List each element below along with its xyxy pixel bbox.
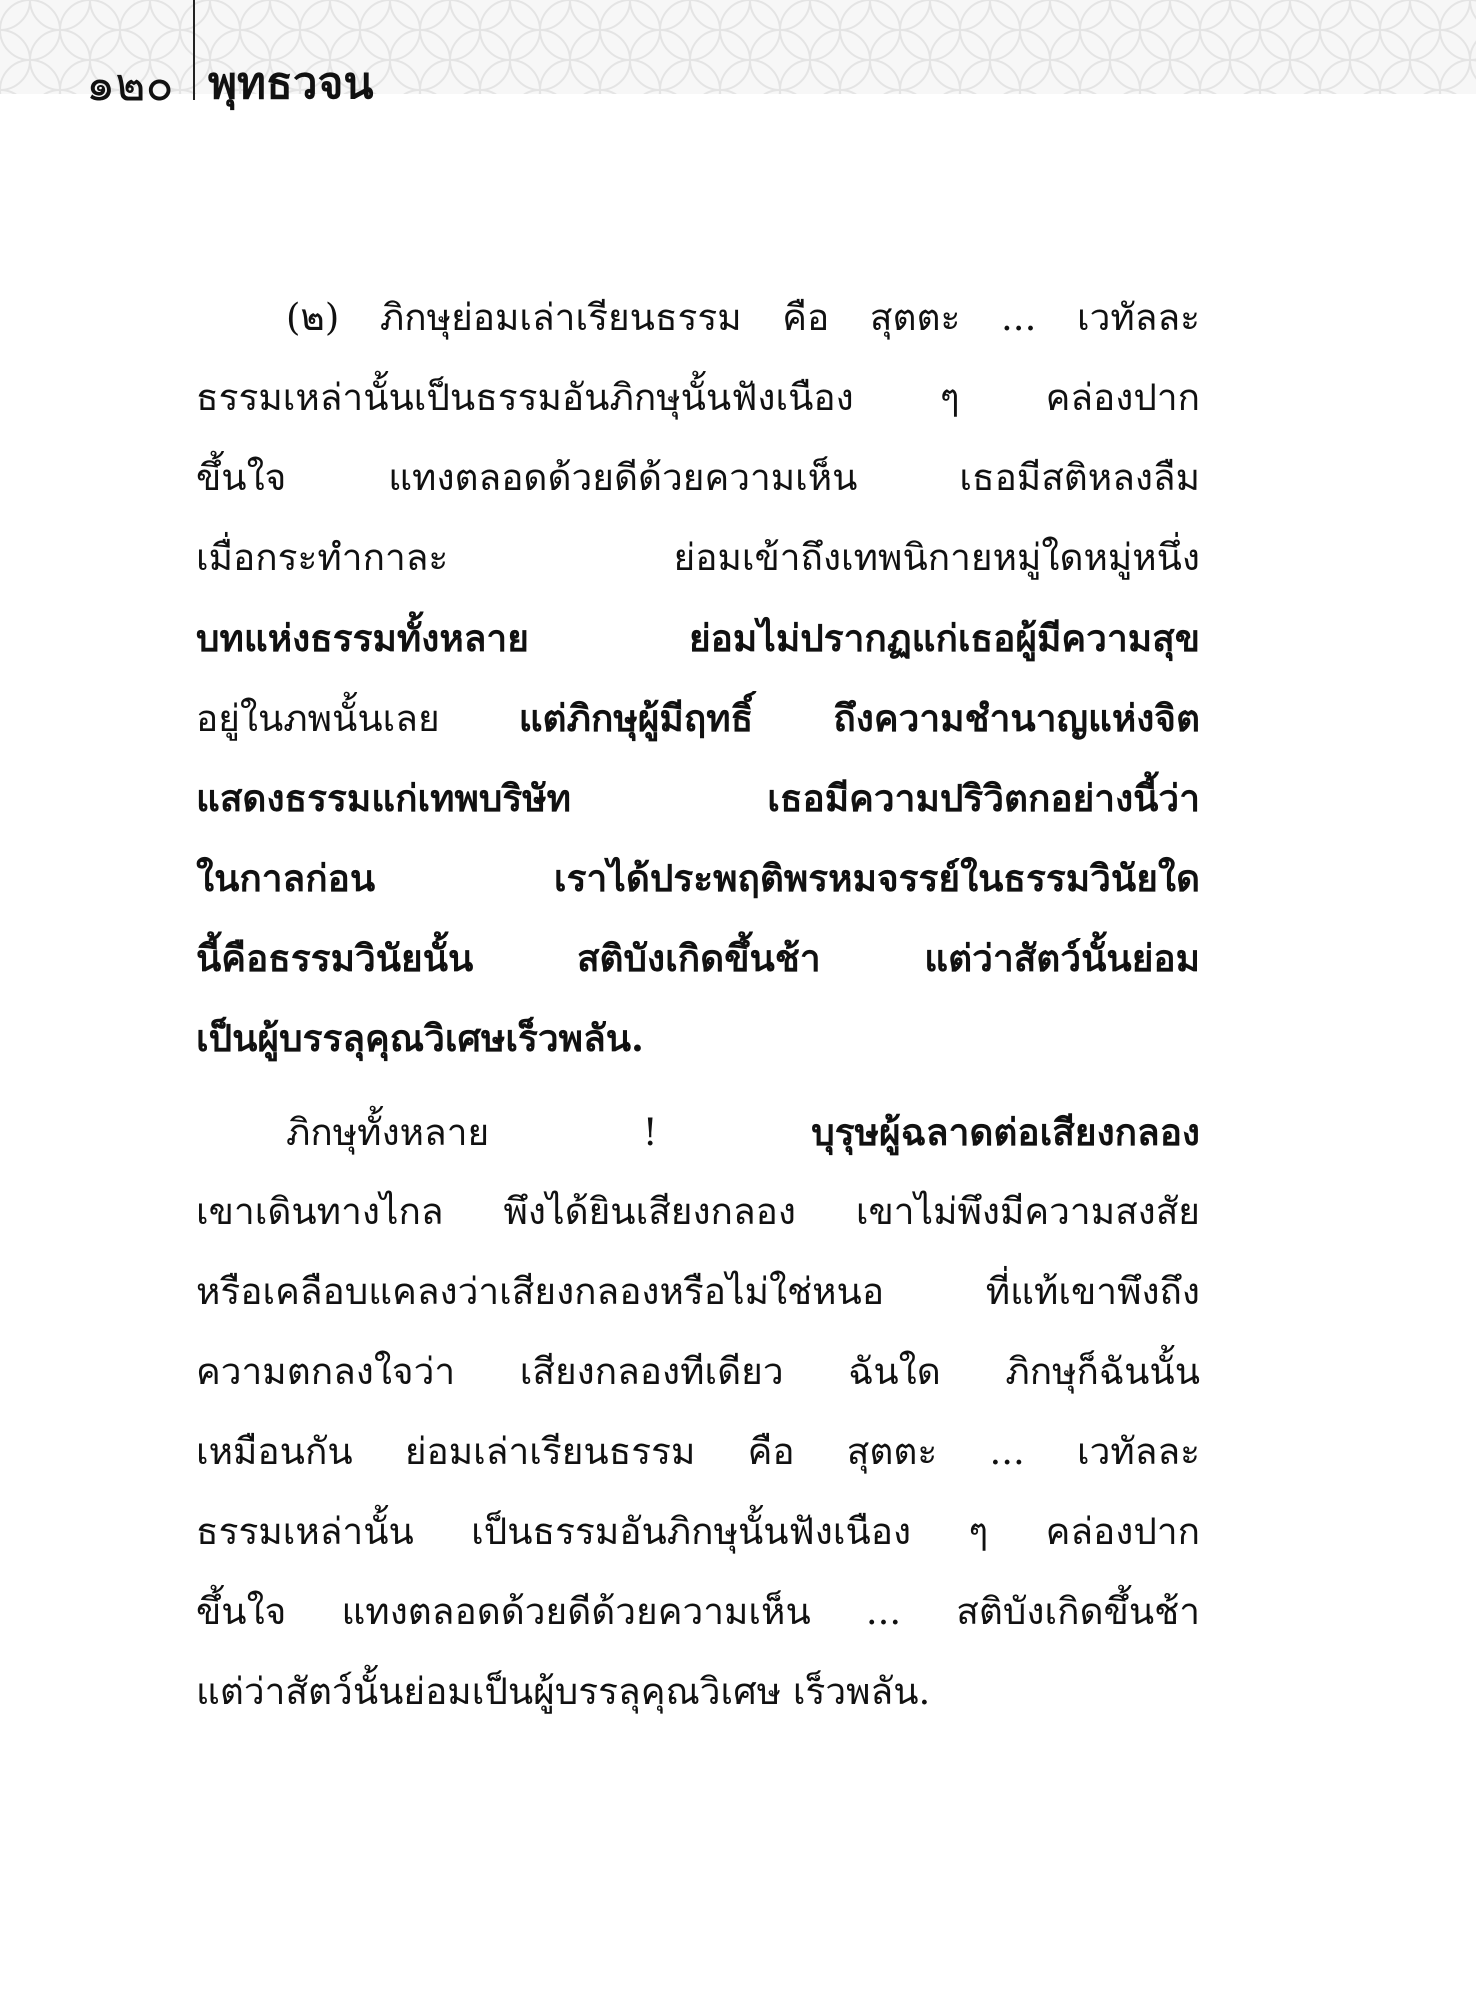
book-title: พุทธวจน bbox=[208, 58, 374, 109]
paragraph-2 bbox=[196, 1092, 1200, 1732]
text-span: ภิกษุทั้งหลาย ! bbox=[286, 1111, 658, 1154]
text-line: ธรรมเหล่านั้น เป็นธรรมอันภิกษุนั้นฟังเนือง ๆ คล่องปาก bbox=[196, 1510, 1200, 1553]
text-line: เขาเดินทางไกล พึงได้ยินเสียงกลอง เขาไม่พึงมีความสงสัย bbox=[196, 1190, 1200, 1233]
text-line-mixed bbox=[196, 678, 1200, 758]
text-line: นี้คือธรรมวินัยนั้น สติบังเกิดขึ้นช้า แต่ว่าสัตว์นั้นย่อม bbox=[196, 936, 1200, 980]
text-line: เหมือนกัน ย่อมเล่าเรียนธรรม คือ สุตตะ ... เวทัลละ bbox=[196, 1430, 1200, 1473]
text-line: บทแห่งธรรมทั้งหลาย ย่อมไม่ปรากฏแก่เธอผู้มีความสุข bbox=[196, 616, 1200, 660]
text-span-bold: บุรุษผู้ฉลาดต่อเสียงกลอง bbox=[811, 1110, 1200, 1154]
text-line: ความตกลงใจว่า เสียงกลองทีเดียว ฉันใด ภิกษุก็ฉันนั้น bbox=[196, 1350, 1200, 1393]
text-line: แสดงธรรมแก่เทพบริษัท เธอมีความปริวิตกอย่างนี้ว่า bbox=[196, 776, 1200, 820]
text-line: หรือเคลือบแคลงว่าเสียงกลองหรือไม่ใช่หนอ ที่แท้เขาพึงถึง bbox=[196, 1270, 1200, 1313]
page-number: ๑๒๐ bbox=[86, 57, 174, 111]
text-span: อยู่ในภพนั้นเลย bbox=[196, 697, 440, 740]
text-line: เมื่อกระทำกาละ ย่อมเข้าถึงเทพนิกายหมู่ใดหมู่หนึ่ง bbox=[196, 536, 1200, 579]
text-line: ธรรมเหล่านั้นเป็นธรรมอันภิกษุนั้นฟังเนือง ๆ คล่องปาก bbox=[196, 376, 1200, 419]
text-line: เป็นผู้บรรลุคุณวิเศษเร็วพลัน. bbox=[196, 1016, 644, 1060]
text-line: แต่ว่าสัตว์นั้นย่อมเป็นผู้บรรลุคุณวิเศษ เร็วพลัน. bbox=[196, 1670, 931, 1713]
text-line-mixed bbox=[196, 1092, 1200, 1172]
text-span-bold: แต่ภิกษุผู้มีฤทธิ์ ถึงความชำนาญแห่งจิต bbox=[518, 696, 1200, 740]
page-body bbox=[196, 278, 1200, 1732]
text-line: ขึ้นใจ แทงตลอดด้วยดีด้วยความเห็น เธอมีสติหลงลืม bbox=[196, 456, 1200, 499]
text-line: (๒) ภิกษุย่อมเล่าเรียนธรรม คือ สุตตะ ... เวทัลละ bbox=[286, 296, 1200, 339]
text-line: ในกาลก่อน เราได้ประพฤติพรหมจรรย์ในธรรมวินัยใด bbox=[196, 856, 1200, 900]
header-divider bbox=[193, 0, 195, 100]
paragraph-gap bbox=[196, 1078, 1200, 1092]
text-line: ขึ้นใจ แทงตลอดด้วยดีด้วยความเห็น ... สติบังเกิดขึ้นช้า bbox=[196, 1590, 1200, 1633]
paragraph-1 bbox=[196, 278, 1200, 1078]
